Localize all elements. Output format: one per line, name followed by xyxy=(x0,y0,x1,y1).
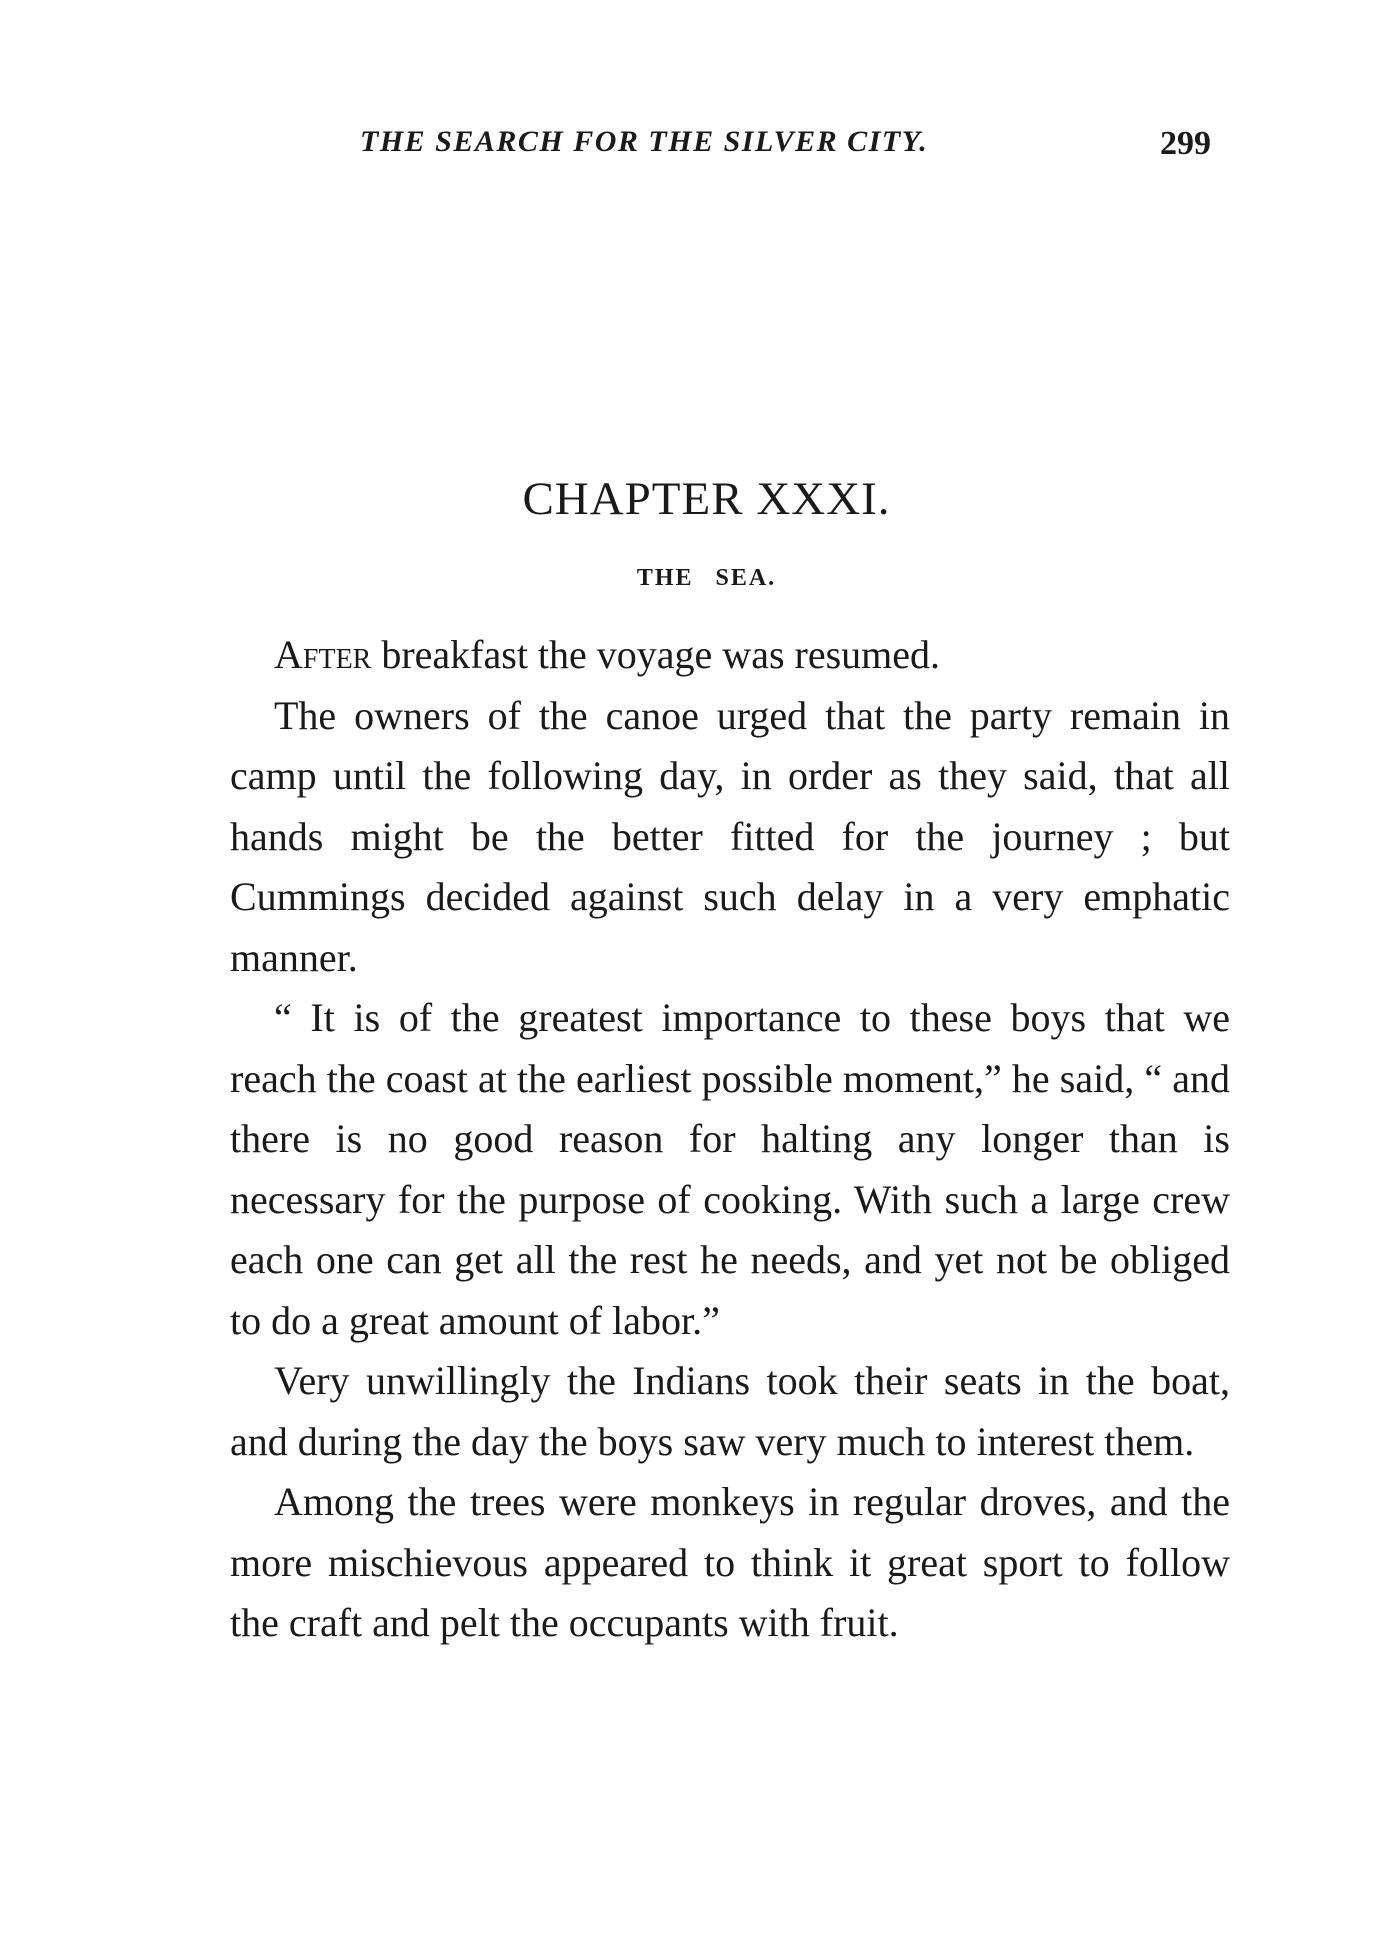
page-number: 299 xyxy=(1160,125,1211,162)
paragraph-lead-word: After xyxy=(274,632,372,677)
paragraph-3: “ It is of the greatest importance to these boys that we reach the coast at the earliest possible moment,” he said, “ and there is no good reason for halting any longer than is necessary for the purpose of cooking. With such a large crew each one can get all the rest he needs, and yet not be obliged to do a great amount of labor.” xyxy=(230,995,1230,1343)
paragraph-text: breakfast the voyage was resumed. xyxy=(371,632,941,677)
paragraph-4: Very unwillingly the Indians took their seats in the boat, and during the day the boys saw very much to interest them. xyxy=(230,1358,1230,1464)
body-text xyxy=(230,625,1230,1654)
paragraph-5: Among the trees were monkeys in regular droves, and the more mischievous appeared to think it great sport to follow the craft and pelt the occupants with fruit. xyxy=(230,1479,1230,1645)
chapter-subtitle: THE SEA. xyxy=(636,565,777,591)
running-head: THE SEARCH FOR THE SILVER CITY. xyxy=(360,125,929,158)
paragraph-2: The owners of the canoe urged that the party remain in camp until the following day, in order as they said, that all hands might be the better fitted for the journey ; but Cummings decided against such delay in a very emphatic manner. xyxy=(230,692,1230,980)
paragraph-1 xyxy=(230,625,1230,686)
chapter-title: CHAPTER XXXI. xyxy=(522,473,891,525)
